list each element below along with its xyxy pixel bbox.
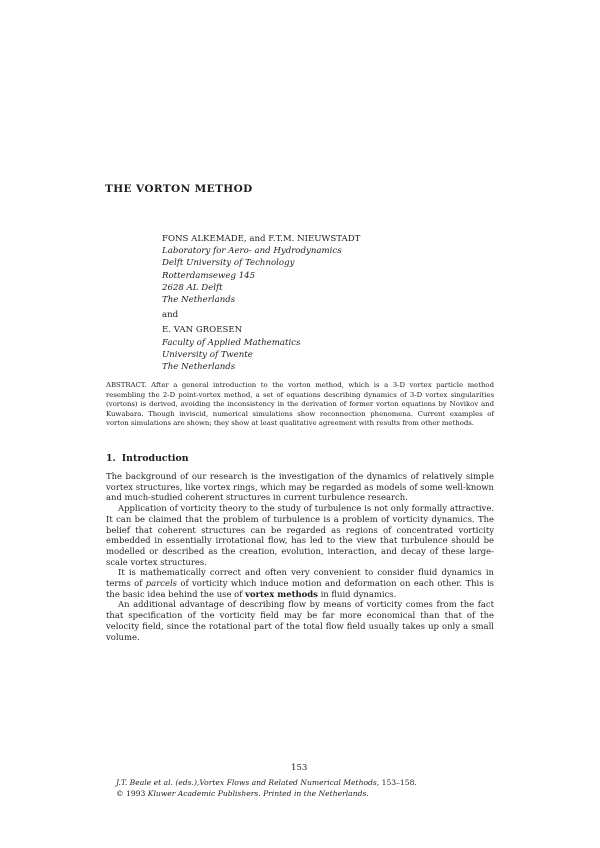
paragraph-3: [106, 567, 494, 599]
section-number: 1.: [106, 453, 116, 464]
abstract: [106, 381, 494, 429]
affiliation-1-line-2: Delft University of Technology: [162, 258, 295, 269]
affiliation-2-line-2: University of Twente: [162, 349, 253, 360]
section-title: Introduction: [121, 453, 189, 464]
section-heading: [106, 453, 189, 464]
abstract-label: ABSTRACT.: [106, 381, 147, 389]
paper-title: THE VORTON METHOD: [105, 183, 253, 195]
copyright-year: © 1993: [116, 788, 146, 798]
paragraph-3-part-1: It is mathematically correct and often very convenient to consider fluid dynamics in terms of: [106, 567, 494, 589]
citation-footer: [116, 778, 496, 799]
affiliation-1-line-5: The Netherlands: [162, 295, 236, 306]
parcels-emphasis: parcels: [145, 578, 177, 589]
paragraph-3-part-2: of vorticity which induce motion and deformation on each other. This is the basic idea behind the use of: [106, 578, 495, 599]
author-conjunction: and: [162, 310, 179, 321]
vortex-methods-bold: vortex methods: [245, 588, 318, 599]
author-block: [162, 233, 492, 373]
affiliation-1-line-1: Laboratory for Aero- and Hydrodynamics: [162, 246, 342, 257]
paragraph-3-part-3: in fluid dynamics.: [320, 588, 397, 599]
paragraph-2: Application of vorticity theory to the study of turbulence is not only formally attractive. It can be claimed that the problem of turbulence is a problem of vorticity dynamics. The belief that coherent structures can be regarded as regions of concentrated vorticity embedded in essentially irrotational flow, has led to the view that turbulence should be modelled or described as the creation, evolution, interaction, and decay of these large-scale vortex structures.: [106, 503, 494, 567]
paragraph-4: An additional advantage of describing flow by means of vorticity comes from the fact that specification of the vorticity field may be far more economical than that of the velocity field, since the rotational part of the total flow field usually takes up only a small volume.: [106, 599, 494, 642]
paragraph-1: The background of our research is the investigation of the dynamics of relatively simple vortex structures, like vortex rings, which may be regarded as models of some well-known and much-studied coherent structures in current turbulence research.: [106, 471, 494, 503]
abstract-text: After a general introduction to the vorton method, which is a 3-D vortex particle method resembling the 2-D point-vortex method, a set of equations describing dynamics of 3-D vortex singularities (vortons) is derived, avoiding the inconsistency in the derivation of former vorton equations by Novikov and Kuwabara. Though inviscid, numerical simulations show reconnection phenomena. Current examples of vorton simulations are shown; they show at least qualitative agreement with results from other methods.: [106, 381, 494, 428]
page-number: 153: [291, 763, 308, 773]
body-text: [106, 471, 494, 642]
copyright-publisher: Kluwer Academic Publishers. Printed in the Netherlands.: [147, 788, 369, 798]
citation-book-title: Vortex Flows and Related Numerical Methods,: [199, 778, 380, 787]
affiliation-2-line-1: Faculty of Applied Mathematics: [162, 337, 301, 348]
citation-editors: J.T. Beale et al. (eds.),: [116, 778, 200, 787]
affiliation-2-line-3: The Netherlands: [162, 362, 236, 373]
author-names-2: E. VAN GROESEN: [162, 325, 243, 336]
author-names-1: FONS ALKEMADE, and F.T.M. NIEUWSTADT: [162, 234, 361, 244]
citation-line: [116, 778, 496, 789]
copyright-line: [116, 789, 496, 800]
affiliation-1-line-4: 2628 AL Delft: [162, 282, 223, 293]
citation-pages: 153–158.: [381, 778, 417, 787]
affiliation-1-line-3: Rotterdamseweg 145: [162, 270, 256, 281]
